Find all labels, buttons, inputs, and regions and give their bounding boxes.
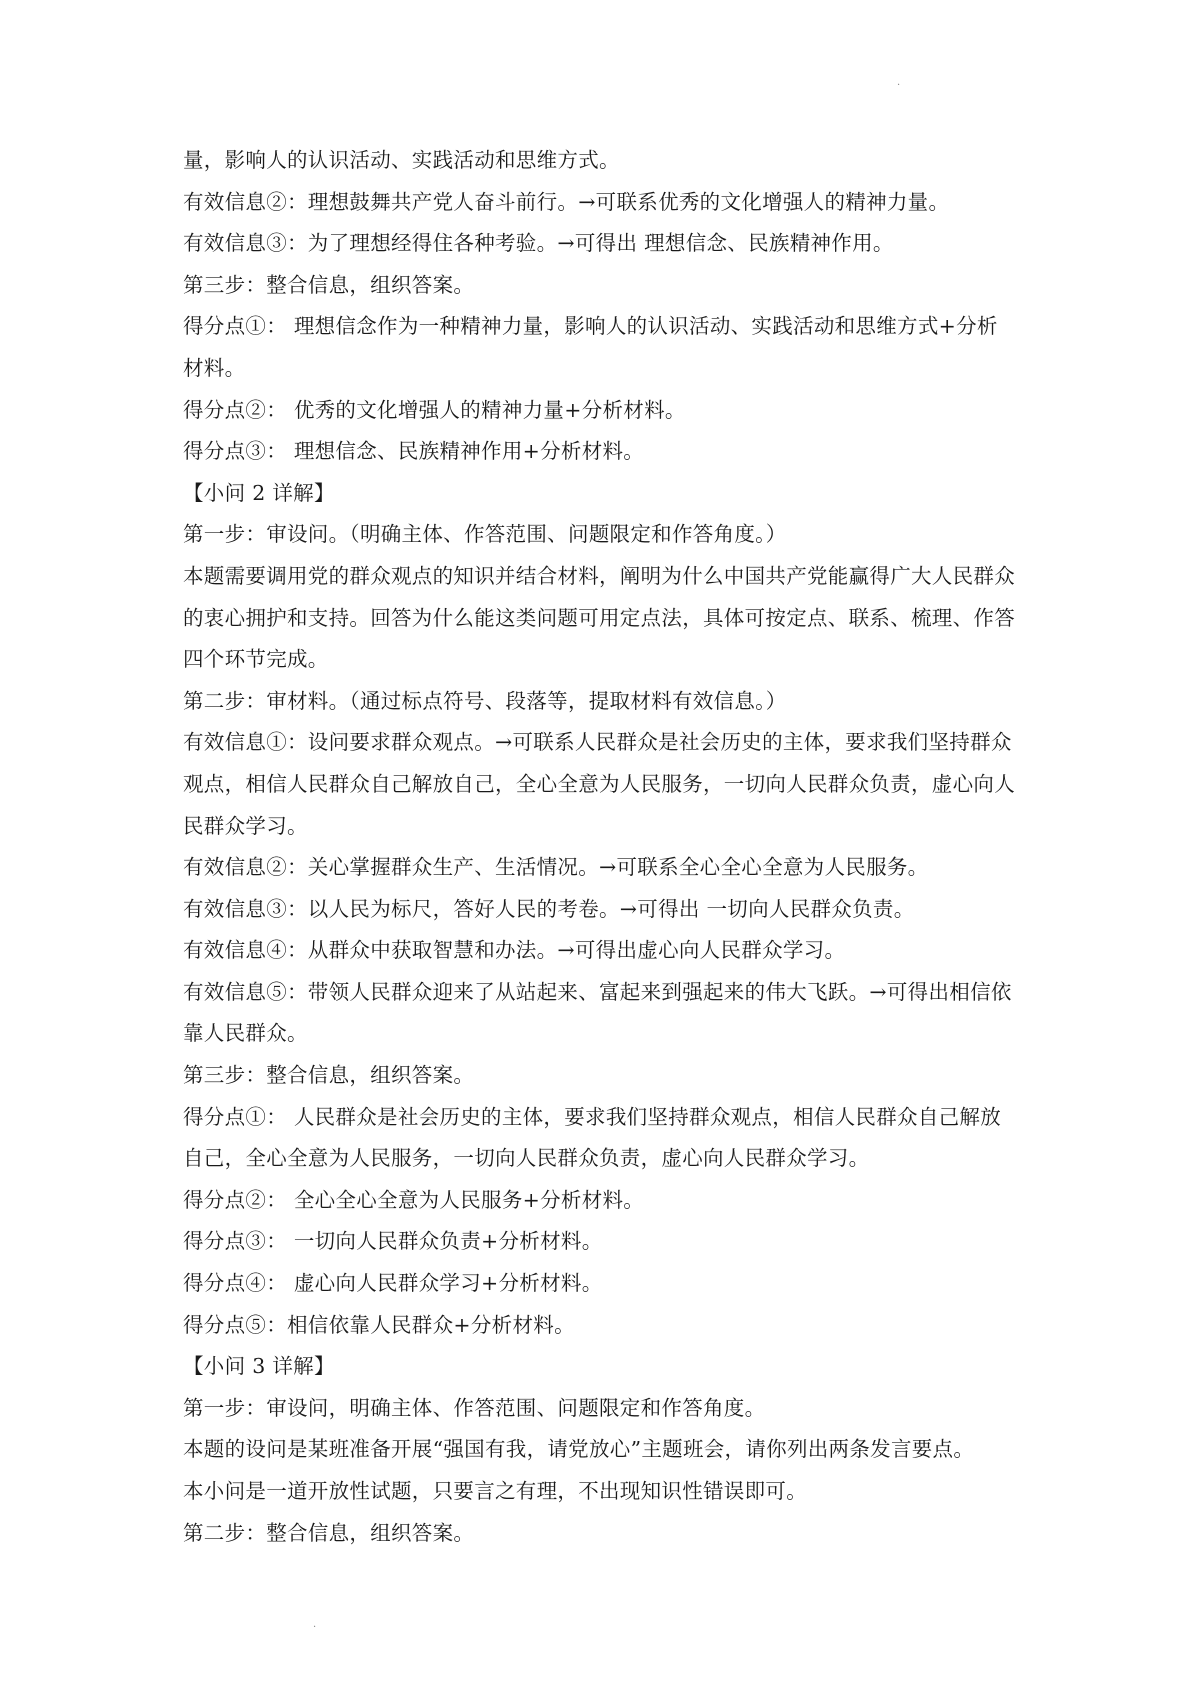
text-line: 民群众学习。 [183, 813, 308, 838]
text-line: 得分点④： 虚心向人民群众学习+分析材料。 [183, 1271, 603, 1296]
text-line: 的衷心拥护和支持。回答为什么能这类问题可用定点法，具体可按定点、联系、梳理、作答 [183, 605, 1015, 630]
text-line: 有效信息②：关心掌握群众生产、生活情况。→可联系全心全心全意为人民服务。 [183, 855, 929, 880]
text-line: 本小问是一道开放性试题，只要言之有理，不出现知识性错误即可。 [183, 1479, 807, 1503]
text-line: 有效信息②：理想鼓舞共产党人奋斗前行。→可联系优秀的文化增强人的精神力量。 [183, 189, 950, 214]
text-line: 观点，相信人民群众自己解放自己，全心全意为人民服务，一切向人民群众负责，虚心向人 [183, 771, 1015, 796]
text-line: 得分点⑤：相信依靠人民群众+分析材料。 [183, 1312, 575, 1337]
text-line: 有效信息①：设问要求群众观点。→可联系人民群众是社会历史的主体，要求我们坚持群众 [183, 730, 1012, 755]
text-line: 有效信息③：为了理想经得住各种考验。→可得出 理想信念、民族精神作用。 [183, 231, 894, 256]
text-line: 有效信息⑤：带领人民群众迎来了从站起来、富起来到强起来的伟大飞跃。→可得出相信依 [183, 979, 1012, 1004]
scan-mark: · [897, 80, 901, 91]
section-heading: 【小问 3 详解】 [183, 1354, 335, 1379]
text-line: 量，影响人的认识活动、实践活动和思维方式。 [183, 148, 620, 172]
text-line: 有效信息③：以人民为标尺，答好人民的考卷。→可得出 一切向人民群众负责。 [183, 896, 915, 921]
text-line: 本题需要调用党的群众观点的知识并结合材料，阐明为什么中国共产党能赢得广大人民群众 [183, 563, 1015, 588]
text-line: 得分点②： 优秀的文化增强人的精神力量+分析材料。 [183, 397, 686, 422]
text-line: 第二步：审材料。（通过标点符号、段落等，提取材料有效信息。） [183, 688, 787, 713]
text-line: 得分点①： 人民群众是社会历史的主体，要求我们坚持群众观点，相信人民群众自己解放 [183, 1104, 1002, 1129]
section-heading: 【小问 2 详解】 [183, 480, 335, 505]
text-line: 材料。 [183, 355, 246, 380]
text-line: 得分点①： 理想信念作为一种精神力量，影响人的认识活动、实践活动和思维方式+分析 [183, 314, 998, 339]
text-line: 四个环节完成。 [183, 647, 329, 672]
text-line: 有效信息④：从群众中获取智慧和办法。→可得出虚心向人民群众学习。 [183, 938, 846, 963]
text-line: 靠人民群众。 [183, 1021, 308, 1046]
text-line: 第三步：整合信息，组织答案。 [183, 1063, 475, 1088]
text-line: 第一步：审设问，明确主体、作答范围、问题限定和作答角度。 [183, 1395, 766, 1420]
text-line: 得分点②： 全心全心全意为人民服务+分析材料。 [183, 1187, 645, 1212]
text-line: 得分点③： 理想信念、民族精神作用+分析材料。 [183, 439, 645, 464]
answer-explanation-text [183, 140, 1028, 1554]
text-line: 本题的设问是某班准备开展“强国有我，请党放心”主题班会，请你列出两条发言要点。 [183, 1437, 975, 1462]
text-line: 第二步：整合信息，组织答案。 [183, 1520, 475, 1545]
text-line: 自己，全心全意为人民服务，一切向人民群众负责，虚心向人民群众学习。 [183, 1146, 870, 1171]
scan-mark: · [313, 1622, 317, 1633]
text-line: 得分点③： 一切向人民群众负责+分析材料。 [183, 1229, 603, 1254]
text-line: 第一步：审设问。（明确主体、作答范围、问题限定和作答角度。） [183, 522, 787, 547]
text-line: 第三步：整合信息，组织答案。 [183, 272, 475, 297]
